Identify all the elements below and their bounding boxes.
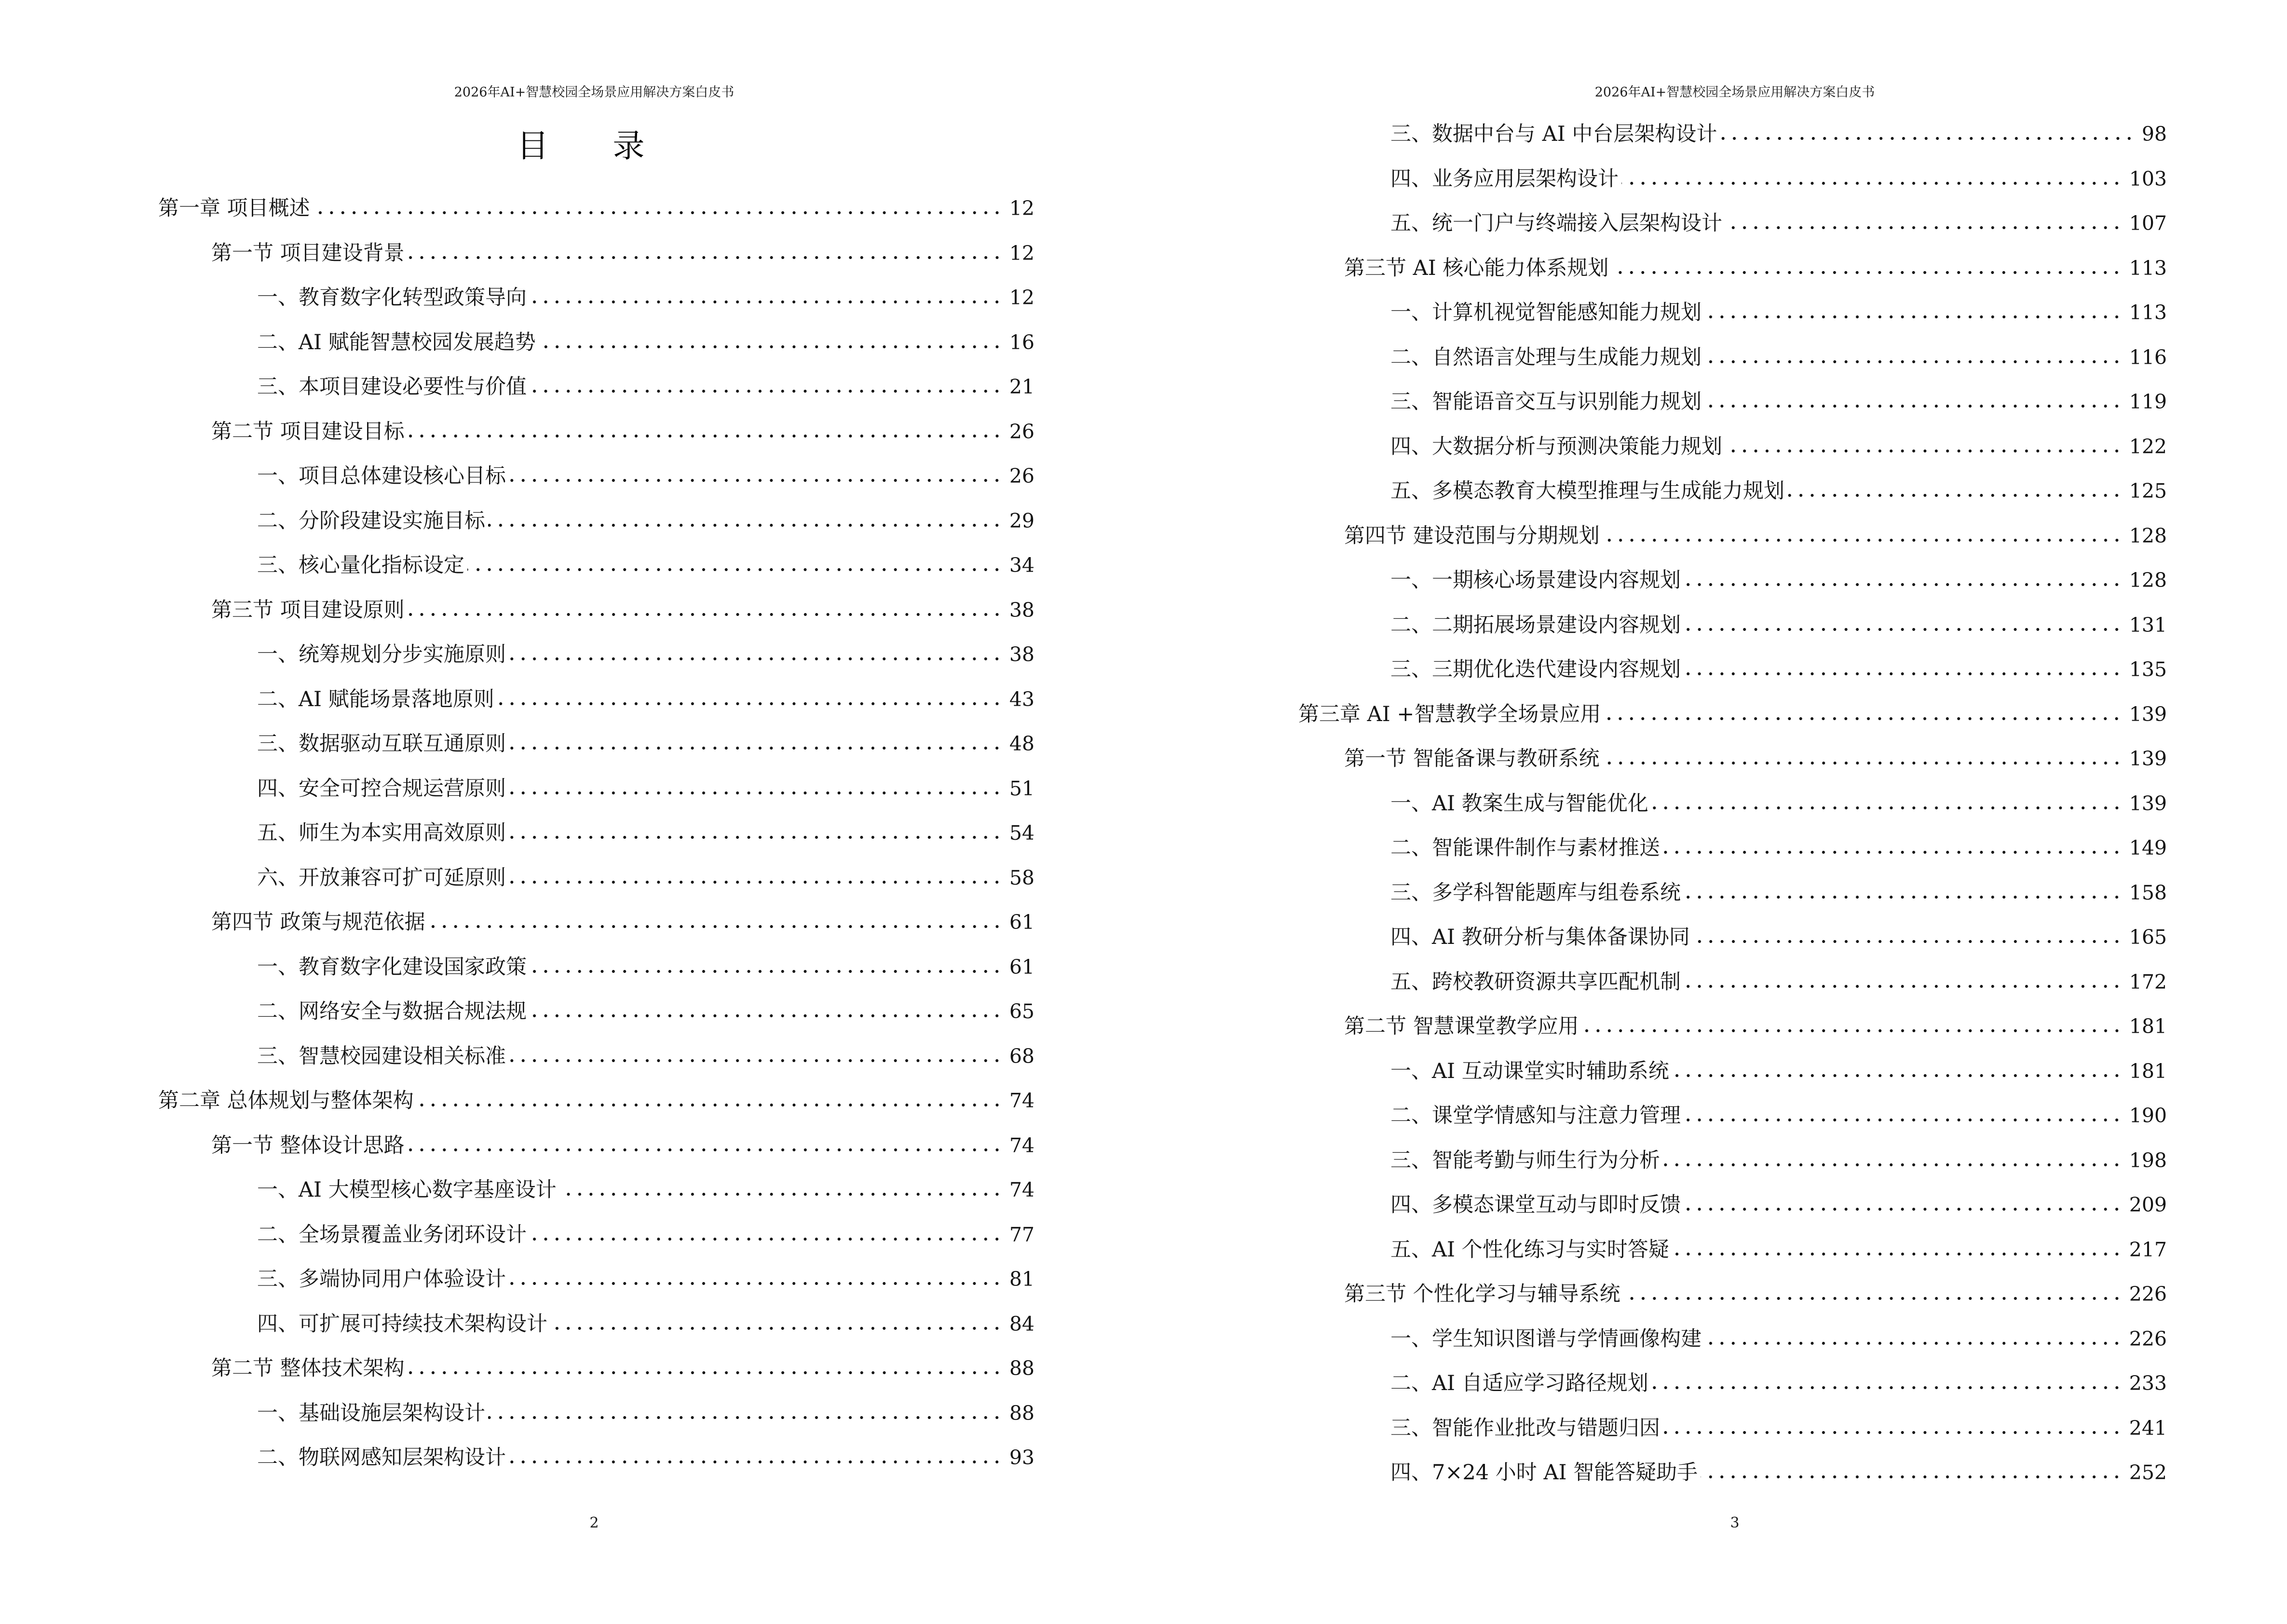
toc-entry-page-number: 16	[1009, 330, 1035, 354]
dot-leader	[497, 701, 1003, 706]
toc-entry-page-number: 107	[2129, 212, 2167, 235]
toc-entry-page-number: 165	[2129, 926, 2167, 949]
dot-leader	[1684, 895, 2123, 900]
toc-entry-page-number: 233	[2129, 1372, 2167, 1395]
toc-entry-title: 一、AI 大模型核心数字基座设计	[257, 1178, 557, 1202]
dot-leader	[559, 1192, 1003, 1197]
toc-entry-subsection[interactable]	[257, 551, 1035, 580]
toc-entry-subsection[interactable]	[1390, 477, 2167, 505]
dot-leader	[1720, 136, 2135, 141]
toc-entry-page-number: 38	[1009, 643, 1035, 666]
toc-entry-chapter[interactable]	[158, 1086, 1035, 1115]
toc-entry-subsection[interactable]	[257, 997, 1035, 1026]
toc-entry-title: 一、项目总体建设核心目标	[257, 464, 506, 488]
toc-entry-title: 二、AI 赋能场景落地原则	[257, 687, 494, 711]
dot-leader	[1651, 805, 2123, 810]
toc-entry-page-number: 29	[1009, 509, 1035, 532]
toc-entry-title: 二、物联网感知层架构设计	[257, 1446, 506, 1470]
toc-entry-page-number: 61	[1009, 911, 1035, 934]
toc-entry-title: 三、核心量化指标设定	[257, 553, 464, 577]
toc-entry-page-number: 149	[2129, 836, 2167, 860]
toc-entry-section[interactable]	[1344, 254, 2167, 283]
toc-entry-subsection[interactable]	[257, 283, 1035, 312]
dot-leader	[1663, 1162, 2123, 1167]
dot-leader	[1611, 270, 2122, 275]
toc-entry-section[interactable]	[1344, 1280, 2167, 1309]
page-number: 2	[589, 1515, 599, 1531]
toc-entry-chapter[interactable]	[1298, 700, 2167, 729]
toc-entry-title: 一、教育数字化建设国家政策	[257, 955, 527, 979]
toc-entry-title: 五、AI 个性化练习与实时答疑	[1390, 1237, 1669, 1262]
toc-entry-page-number: 131	[2129, 613, 2167, 637]
toc-entry-title: 一、AI 互动课堂实时辅助系统	[1390, 1059, 1669, 1083]
dot-leader	[408, 434, 1003, 438]
toc-entry-title: 二、二期拓展场景建设内容规划	[1390, 613, 1681, 637]
toc-entry-subsection[interactable]	[1390, 789, 2167, 818]
dot-leader	[509, 880, 1003, 885]
toc-entry-title: 第二章 总体规划与整体架构	[158, 1089, 414, 1113]
toc-entry-subsection[interactable]	[257, 1175, 1035, 1204]
dot-leader	[1704, 359, 2123, 364]
toc-entry-page-number: 61	[1009, 955, 1035, 979]
toc-entry-title: 三、智慧校园建设相关标准	[257, 1044, 506, 1068]
dot-leader	[1693, 939, 2123, 944]
toc-entry-title: 一、基础设施层架构设计	[257, 1401, 485, 1425]
dot-leader	[467, 567, 1003, 572]
toc-entry-subsection[interactable]	[1390, 1369, 2167, 1398]
toc-entry-page-number: 119	[2129, 390, 2167, 413]
toc-entry-page-number: 12	[1009, 197, 1035, 220]
toc-entry-subsection[interactable]	[1390, 655, 2167, 684]
toc-entry-subsection[interactable]	[257, 1042, 1035, 1071]
toc-entry-title: 三、本项目建设必要性与价值	[257, 375, 527, 399]
toc-entry-page-number: 21	[1009, 375, 1035, 398]
toc-entry-page-number: 88	[1009, 1357, 1035, 1380]
toc-entry-title: 四、AI 教研分析与集体备课协同	[1390, 925, 1690, 949]
dot-leader	[1623, 1296, 2123, 1301]
toc-entry-subsection[interactable]	[1390, 343, 2167, 372]
toc-entry-title: 二、自然语言处理与生成能力规划	[1390, 345, 1702, 369]
toc-entry-subsection[interactable]	[257, 685, 1035, 714]
dot-leader	[408, 1370, 1003, 1375]
toc-entry-title: 第二节 整体技术架构	[211, 1356, 405, 1380]
dot-leader	[550, 1326, 1003, 1331]
toc-entry-subsection[interactable]	[1390, 432, 2167, 461]
toc-entry-page-number: 84	[1009, 1312, 1035, 1336]
toc-list-right	[1144, 0, 2287, 1624]
dot-leader	[509, 1460, 1003, 1464]
dot-leader	[417, 1103, 1003, 1107]
dot-leader	[1701, 1474, 2123, 1479]
toc-entry-page-number: 252	[2129, 1461, 2167, 1484]
toc-entry-title: 二、AI 赋能智慧校园发展趋势	[257, 330, 536, 355]
toc-entry-subsection[interactable]	[257, 819, 1035, 847]
toc-entry-page-number: 122	[2129, 435, 2167, 458]
dot-leader	[1684, 627, 2123, 632]
running-header: 2026年AI+智慧校园全场景应用解决方案白皮书	[1594, 85, 1875, 100]
toc-entry-page-number: 217	[2129, 1238, 2167, 1261]
toc-entry-subsection[interactable]	[1390, 164, 2167, 193]
toc-entry-page-number: 38	[1009, 598, 1035, 622]
dot-leader	[1725, 449, 2123, 453]
toc-entry-title: 五、跨校教研资源共享匹配机制	[1390, 969, 1681, 994]
toc-entry-subsection[interactable]	[1390, 968, 2167, 996]
dot-leader	[313, 210, 1003, 215]
toc-entry-title: 第二节 项目建设目标	[211, 419, 405, 444]
dot-leader	[509, 746, 1003, 751]
toc-entry-subsection[interactable]	[257, 328, 1035, 357]
toc-entry-subsection[interactable]	[1390, 1235, 2167, 1264]
toc-entry-page-number: 34	[1009, 554, 1035, 577]
toc-entry-title: 五、多模态教育大模型推理与生成能力规划	[1390, 479, 1784, 503]
toc-entry-page-number: 113	[2129, 256, 2167, 280]
toc-entry-subsection[interactable]	[1390, 1190, 2167, 1219]
toc-entry-title: 二、课堂学情感知与注意力管理	[1390, 1104, 1681, 1128]
toc-entry-title: 一、计算机视觉智能感知能力规划	[1390, 300, 1702, 325]
toc-entry-page-number: 139	[2129, 702, 2167, 726]
toc-entry-title: 四、可扩展可持续技术架构设计	[257, 1311, 547, 1336]
toc-entry-title: 三、智能考勤与师生行为分析	[1390, 1148, 1660, 1173]
toc-entry-title: 四、安全可控合规运营原则	[257, 776, 506, 801]
toc-entry-section[interactable]	[211, 908, 1035, 937]
toc-entry-subsection[interactable]	[1390, 566, 2167, 595]
toc-entry-page-number: 113	[2129, 301, 2167, 324]
toc-entry-page-number: 125	[2129, 479, 2167, 503]
toc-entry-title: 第一节 项目建设背景	[211, 241, 405, 265]
dot-leader	[1684, 984, 2123, 989]
toc-entry-page-number: 74	[1009, 1133, 1035, 1157]
toc-entry-title: 第一章 项目概述	[158, 196, 310, 220]
toc-entry-subsection[interactable]	[257, 462, 1035, 491]
toc-entry-subsection[interactable]	[257, 1443, 1035, 1472]
toc-entry-subsection[interactable]	[257, 729, 1035, 758]
toc-entry-section[interactable]	[211, 239, 1035, 268]
toc-entry-page-number: 226	[2129, 1283, 2167, 1306]
toc-entry-subsection[interactable]	[257, 506, 1035, 535]
toc-entry-page-number: 65	[1009, 1000, 1035, 1023]
toc-entry-page-number: 172	[2129, 970, 2167, 994]
dot-leader	[1603, 538, 2123, 543]
toc-entry-section[interactable]	[211, 1131, 1035, 1160]
toc-entry-title: 第一节 智能备课与教研系统	[1344, 747, 1600, 771]
toc-entry-page-number: 26	[1009, 420, 1035, 443]
toc-entry-page-number: 241	[2129, 1416, 2167, 1440]
dot-leader	[408, 612, 1003, 617]
toc-entry-page-number: 226	[2129, 1327, 2167, 1351]
toc-entry-subsection[interactable]	[1390, 1324, 2167, 1353]
dot-leader	[530, 300, 1003, 304]
dot-leader	[1582, 1028, 2123, 1033]
toc-entry-page-number: 81	[1009, 1268, 1035, 1291]
toc-entry-subsection[interactable]	[257, 1399, 1035, 1428]
dot-leader	[530, 1013, 1003, 1018]
toc-entry-title: 三、多学科智能题库与组卷系统	[1390, 880, 1681, 905]
dot-leader	[408, 1147, 1003, 1152]
toc-entry-subsection[interactable]	[1390, 298, 2167, 327]
dot-leader	[1663, 1430, 2123, 1435]
toc-entry-title: 一、教育数字化转型政策导向	[257, 286, 527, 310]
dot-leader	[1725, 225, 2123, 230]
toc-entry-title: 三、数据驱动互联互通原则	[257, 732, 506, 756]
toc-entry-page-number: 58	[1009, 866, 1035, 889]
toc-entry-page-number: 98	[2141, 123, 2167, 146]
toc-entry-subsection[interactable]	[257, 863, 1035, 892]
toc-entry-subsection[interactable]	[1390, 209, 2167, 238]
toc-entry-title: 第三节 项目建设原则	[211, 598, 405, 622]
toc-entry-subsection[interactable]	[1390, 833, 2167, 862]
toc-entry-page-number: 12	[1009, 286, 1035, 309]
toc-entry-title: 第四节 建设范围与分期规划	[1344, 523, 1600, 548]
dot-leader	[428, 924, 1003, 929]
dot-leader	[488, 1415, 1003, 1420]
toc-entry-page-number: 103	[2129, 167, 2167, 191]
toc-entry-page-number: 74	[1009, 1089, 1035, 1112]
toc-entry-page-number: 158	[2129, 881, 2167, 904]
toc-entry-section[interactable]	[211, 1354, 1035, 1383]
toc-entry-title: 三、智能语音交互与识别能力规划	[1390, 390, 1702, 414]
toc-entry-page-number: 51	[1009, 777, 1035, 800]
dot-leader	[1603, 761, 2123, 765]
dot-leader	[509, 1281, 1003, 1286]
toc-entry-subsection[interactable]	[1390, 1057, 2167, 1086]
toc-entry-title: 二、全场景覆盖业务闭环设计	[257, 1222, 527, 1247]
toc-entry-title: 二、分阶段建设实施目标	[257, 508, 485, 533]
toc-entry-title: 四、7×24 小时 AI 智能答疑助手	[1390, 1460, 1698, 1485]
toc-entry-section[interactable]	[211, 596, 1035, 625]
toc-entry-title: 第四节 政策与规范依据	[211, 910, 425, 934]
toc-title: 目 录	[517, 127, 672, 164]
toc-entry-section[interactable]	[211, 417, 1035, 446]
toc-entry-title: 四、业务应用层架构设计	[1390, 166, 1619, 191]
dot-leader	[509, 656, 1003, 661]
toc-entry-page-number: 48	[1009, 732, 1035, 755]
dot-leader	[408, 255, 1003, 260]
toc-entry-subsection[interactable]	[1390, 878, 2167, 907]
toc-entry-page-number: 198	[2129, 1148, 2167, 1172]
dot-leader	[1621, 181, 2123, 186]
toc-entry-section[interactable]	[1344, 521, 2167, 550]
toc-entry-subsection[interactable]	[257, 1220, 1035, 1249]
toc-entry-subsection[interactable]	[1390, 1414, 2167, 1443]
running-header: 2026年AI+智慧校园全场景应用解决方案白皮书	[454, 85, 735, 100]
toc-entry-subsection[interactable]	[1390, 387, 2167, 416]
dot-leader	[1704, 314, 2123, 319]
toc-entry-title: 三、三期优化迭代建设内容规划	[1390, 657, 1681, 682]
dot-leader	[1604, 716, 2122, 721]
dot-leader	[530, 389, 1003, 394]
toc-entry-page-number: 135	[2129, 658, 2167, 681]
toc-entry-subsection[interactable]	[1390, 611, 2167, 640]
toc-entry-page-number: 77	[1009, 1223, 1035, 1246]
toc-entry-title: 三、智能作业批改与错题归因	[1390, 1416, 1660, 1440]
toc-entry-subsection[interactable]	[1390, 1146, 2167, 1175]
toc-entry-page-number: 209	[2129, 1193, 2167, 1216]
toc-entry-subsection[interactable]	[257, 953, 1035, 982]
toc-entry-title: 四、多模态课堂互动与即时反馈	[1390, 1193, 1681, 1217]
toc-entry-page-number: 54	[1009, 821, 1035, 845]
dot-leader	[1672, 1073, 2123, 1078]
toc-entry-subsection[interactable]	[257, 372, 1035, 401]
dot-leader	[1684, 671, 2123, 676]
toc-entry-title: 二、智能课件制作与素材推送	[1390, 836, 1660, 860]
toc-entry-title: 第三节 个性化学习与辅导系统	[1344, 1282, 1620, 1306]
toc-entry-page-number: 68	[1009, 1044, 1035, 1068]
dot-leader	[1684, 1207, 2123, 1212]
toc-entry-subsection[interactable]	[257, 640, 1035, 669]
document-page-right	[1144, 0, 2287, 1624]
toc-entry-page-number: 12	[1009, 241, 1035, 265]
toc-entry-subsection[interactable]	[1390, 923, 2167, 952]
toc-entry-title: 二、AI 自适应学习路径规划	[1390, 1371, 1648, 1395]
toc-entry-title: 一、学生知识图谱与学情画像构建	[1390, 1326, 1702, 1351]
dot-leader	[509, 835, 1003, 840]
toc-entry-title: 三、数据中台与 AI 中台层架构设计	[1390, 122, 1717, 146]
toc-entry-page-number: 181	[2129, 1015, 2167, 1038]
dot-leader	[1651, 1385, 2123, 1390]
toc-entry-page-number: 190	[2129, 1104, 2167, 1127]
toc-entry-page-number: 88	[1009, 1401, 1035, 1425]
dot-leader	[509, 791, 1003, 795]
toc-entry-page-number: 93	[1009, 1446, 1035, 1469]
toc-entry-chapter[interactable]	[158, 194, 1035, 223]
toc-entry-subsection[interactable]	[257, 774, 1035, 803]
toc-entry-title: 第一节 整体设计思路	[211, 1133, 405, 1158]
toc-entry-page-number: 128	[2129, 569, 2167, 592]
toc-entry-title: 三、多端协同用户体验设计	[257, 1267, 506, 1291]
toc-entry-page-number: 74	[1009, 1178, 1035, 1201]
toc-entry-subsection[interactable]	[1390, 120, 2167, 149]
dot-leader	[1684, 1118, 2123, 1122]
dot-leader	[1672, 1252, 2123, 1256]
toc-entry-section[interactable]	[1344, 1012, 2167, 1041]
toc-entry-page-number: 139	[2129, 747, 2167, 770]
dot-leader	[539, 344, 1003, 349]
toc-entry-section[interactable]	[1344, 744, 2167, 773]
toc-entry-page-number: 43	[1009, 687, 1035, 711]
toc-entry-page-number: 116	[2129, 345, 2167, 369]
dot-leader	[509, 1058, 1003, 1063]
dot-leader	[530, 969, 1003, 974]
dot-leader	[1787, 493, 2123, 498]
toc-entry-page-number: 128	[2129, 524, 2167, 547]
toc-entry-subsection[interactable]	[1390, 1101, 2167, 1130]
toc-entry-subsection[interactable]	[257, 1310, 1035, 1338]
dot-leader	[1684, 582, 2123, 587]
toc-entry-page-number: 26	[1009, 464, 1035, 488]
toc-entry-title: 五、统一门户与终端接入层架构设计	[1390, 211, 1722, 235]
toc-entry-subsection[interactable]	[257, 1265, 1035, 1294]
toc-entry-title: 第三章 AI +智慧教学全场景应用	[1298, 702, 1601, 726]
toc-entry-title: 第二节 智慧课堂教学应用	[1344, 1014, 1579, 1038]
toc-entry-title: 一、AI 教案生成与智能优化	[1390, 791, 1648, 816]
dot-leader	[1663, 850, 2123, 855]
dot-leader	[530, 1237, 1003, 1242]
page-number: 3	[1730, 1515, 1740, 1531]
toc-entry-title: 四、大数据分析与预测决策能力规划	[1390, 434, 1722, 459]
toc-entry-title: 一、一期核心场景建设内容规划	[1390, 568, 1681, 592]
toc-entry-page-number: 139	[2129, 792, 2167, 815]
dot-leader	[488, 523, 1003, 528]
dot-leader	[1704, 1341, 2123, 1346]
toc-entry-subsection[interactable]	[1390, 1458, 2167, 1487]
toc-entry-title: 第三节 AI 核心能力体系规划	[1344, 256, 1609, 280]
toc-entry-title: 一、统筹规划分步实施原则	[257, 642, 506, 667]
dot-leader	[1704, 404, 2123, 409]
toc-entry-title: 二、网络安全与数据合规法规	[257, 999, 527, 1024]
toc-entry-title: 六、开放兼容可扩可延原则	[257, 865, 506, 890]
toc-entry-page-number: 181	[2129, 1059, 2167, 1083]
toc-entry-title: 五、师生为本实用高效原则	[257, 821, 506, 845]
dot-leader	[509, 478, 1003, 483]
